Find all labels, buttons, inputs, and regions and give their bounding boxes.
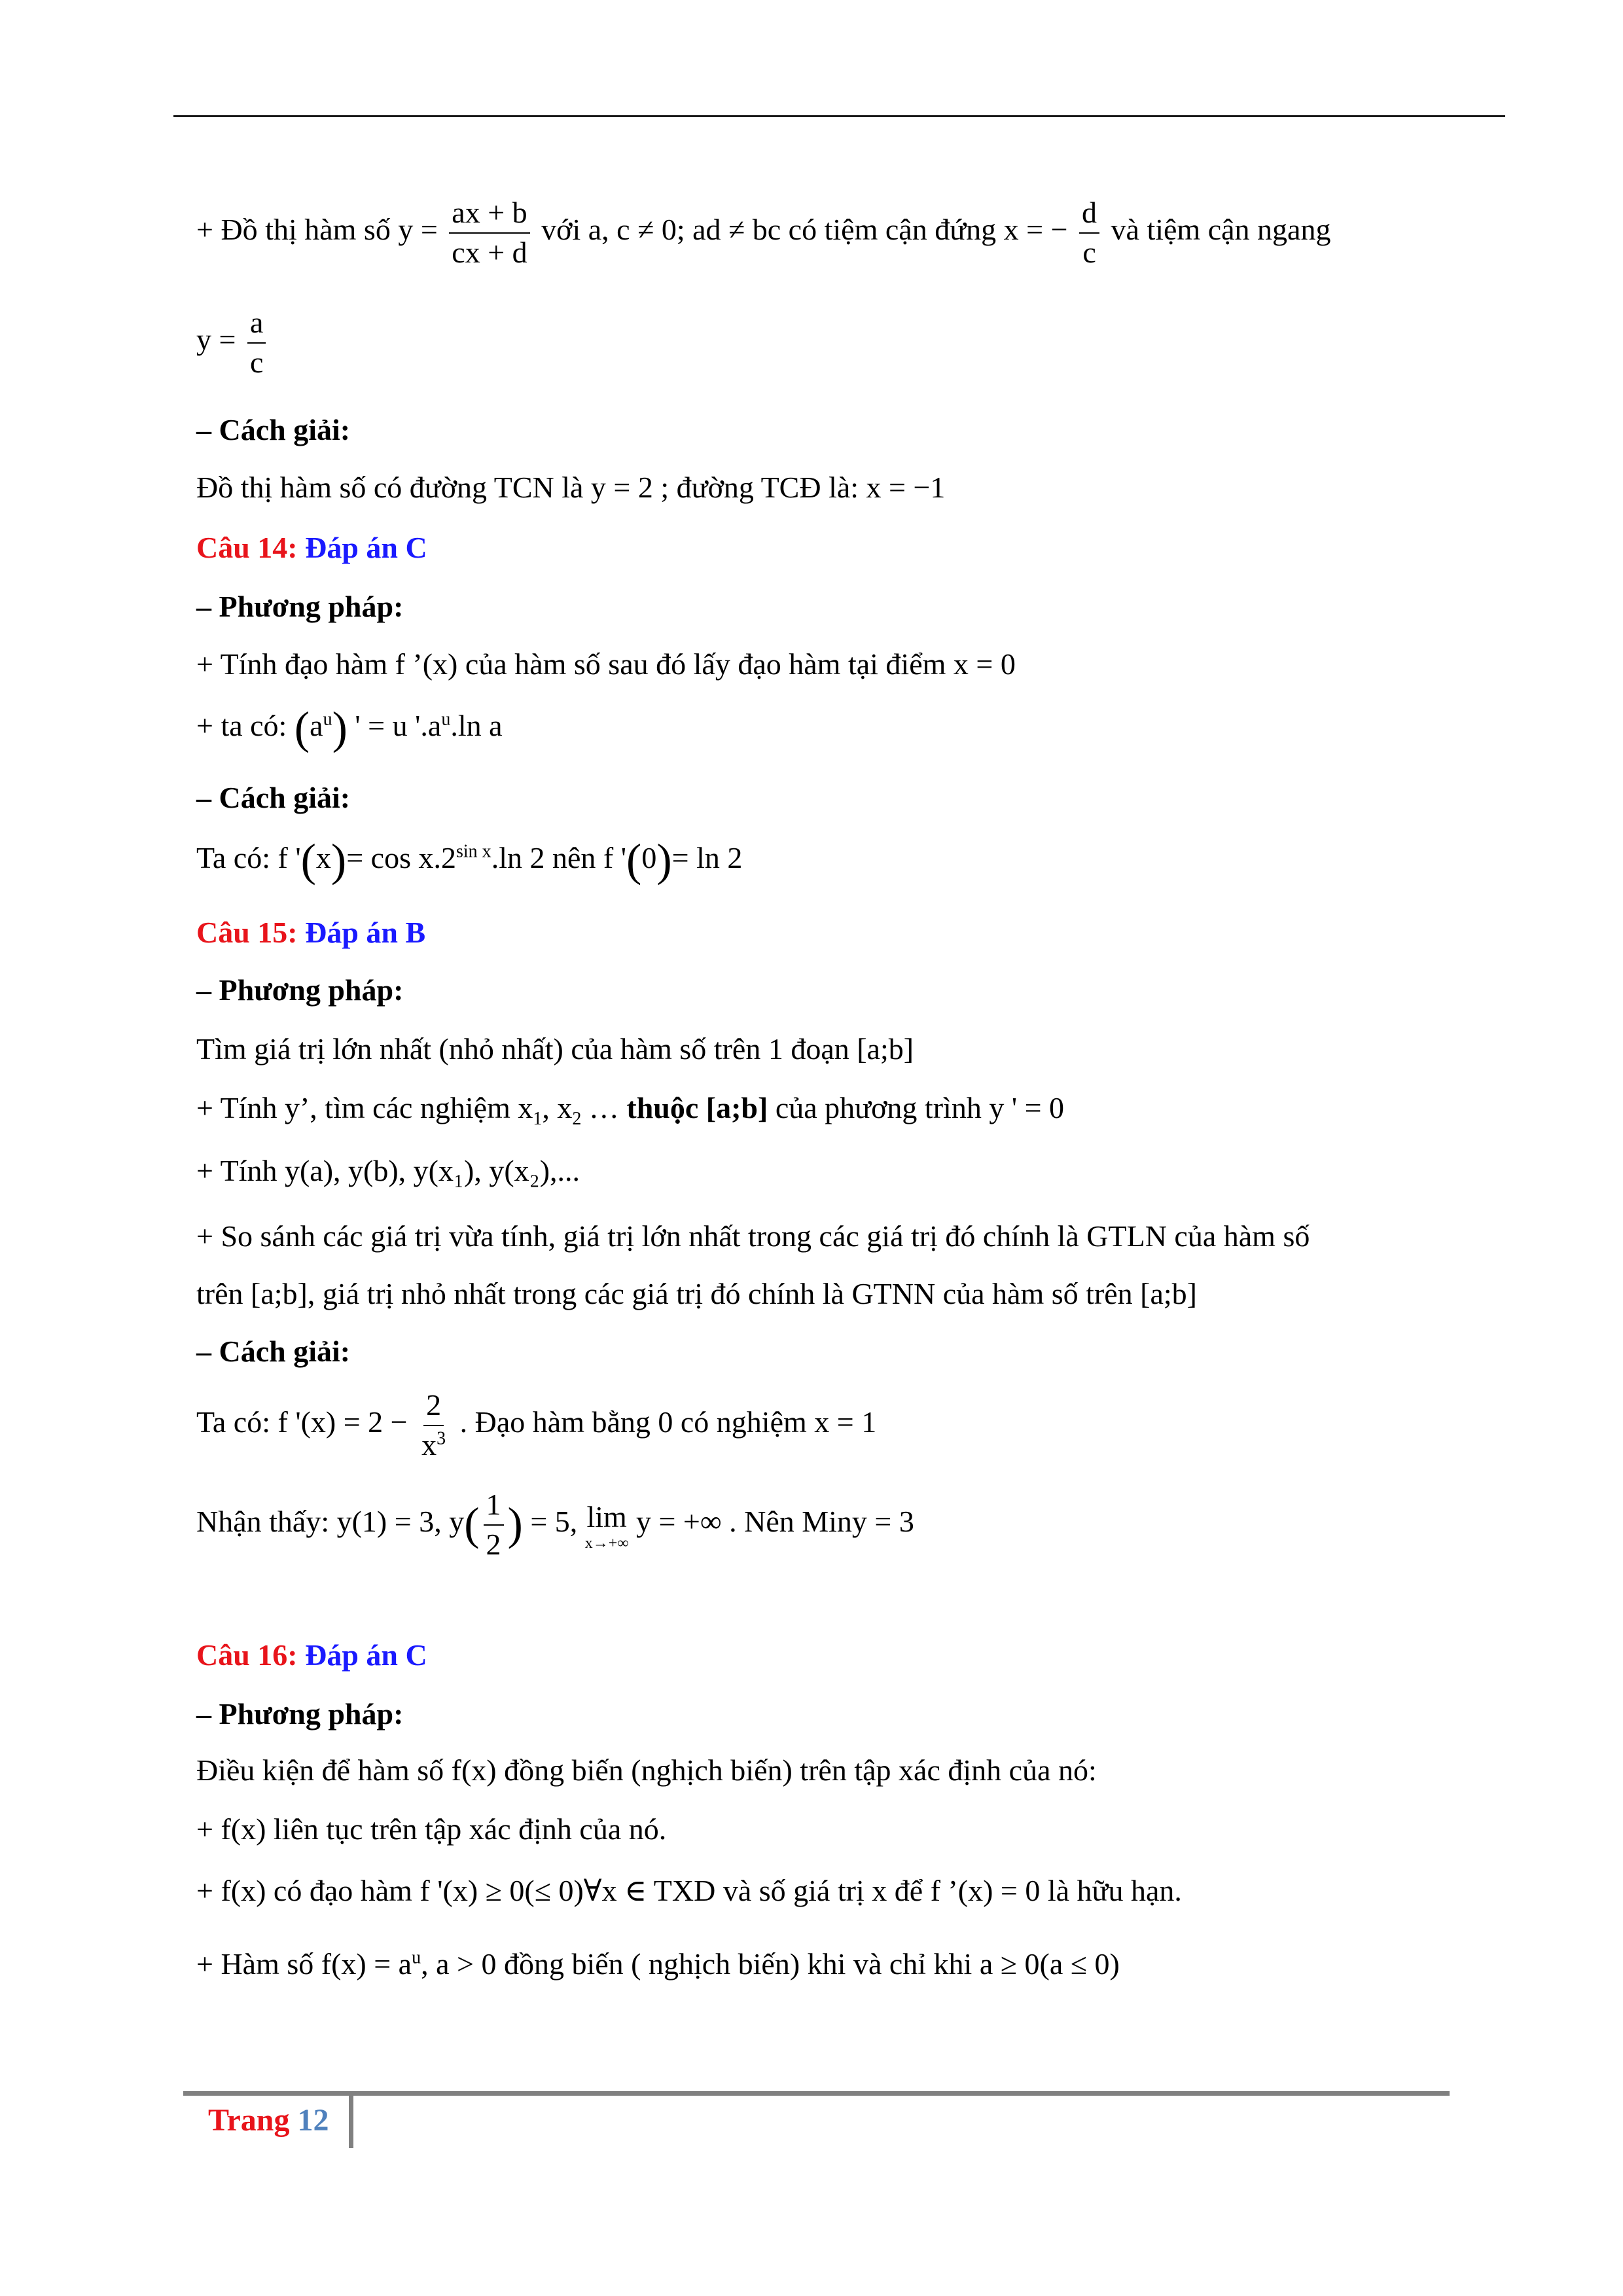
text: và số giá trị x để f ’(x) = 0 là hữu hạn. (722, 1874, 1182, 1907)
line-method-16b: + f(x) liên tục trên tập xác định của nó. (196, 1812, 667, 1846)
math-y: y = (196, 323, 236, 357)
superscript: u (441, 709, 451, 730)
heading-cach-giai: – Cách giải: (196, 1335, 351, 1368)
math-x: x = − (1003, 213, 1068, 247)
heading-phuong-phap: – Phương pháp: (196, 590, 404, 623)
line-method-15e: trên [a;b], giá trị nhỏ nhất trong các giá trị đó chính là GTNN của hàm số trên [a;b] (196, 1277, 1197, 1310)
fraction-d-c (1079, 196, 1099, 269)
line-method-14b: + ta có: $(a^u)$ ' = u '$.a^u.\ln$ a (196, 703, 503, 754)
page-number (208, 2102, 329, 2138)
fraction-denominator (419, 1426, 448, 1462)
math: .ln a (450, 709, 503, 742)
question-16-heading (196, 1636, 427, 1674)
math: a (310, 709, 323, 742)
fraction-denominator: 2 (486, 1527, 501, 1561)
fraction-numerator: d (1079, 196, 1099, 234)
math-y: y = (398, 213, 438, 247)
math: Nhận thấy: y(1) = 3, y (196, 1505, 465, 1539)
math: y = +∞ . Nên Miny = 3 (635, 1505, 914, 1539)
footer-rule (183, 2091, 1450, 2096)
text: + Đồ thị hàm số (196, 213, 391, 247)
question-label: Câu 16: (196, 1638, 298, 1672)
question-15-heading (196, 914, 425, 952)
math: = 5, (530, 1505, 578, 1539)
fraction-ax-b-cx-d (449, 196, 529, 269)
fraction-numerator: a (247, 306, 266, 344)
lim-text: lim (586, 1499, 627, 1534)
answer-label: Đáp án C (305, 1638, 427, 1672)
math: + f(x) có đạo hàm f '(x) ≥ 0(≤ 0)∀x ∈ TXD (196, 1874, 716, 1907)
fraction-numerator: 1 (484, 1488, 504, 1526)
heading-cach-giai: – Cách giải: (196, 413, 351, 446)
footer-bar (349, 2096, 353, 2148)
math: … (581, 1091, 619, 1124)
math: Ta có: f ' (196, 841, 301, 874)
superscript: sin x (456, 841, 491, 862)
math: .ln 2 nên f ' (491, 841, 626, 874)
text: , a > 0 đồng biến ( nghịch biến) khi và chỉ khi a ≥ 0(a ≤ 0) (421, 1947, 1120, 1981)
heading-phuong-phap: – Phương pháp: (196, 1697, 404, 1731)
line-solution-14: Ta có: f '$(x)= \cos x.2^{sin x}.\ln$ 2 nên f '(0)= ln 2 (196, 835, 743, 886)
line-asymptote-def (196, 196, 1330, 269)
text: + ta có: (196, 709, 287, 742)
line-method-16c (196, 1872, 1182, 1910)
page-label: Trang (208, 2103, 290, 2138)
text: . Đạo hàm bằng 0 có nghiệm x = 1 (459, 1405, 877, 1439)
heading-cach-giai: – Cách giải: (196, 781, 351, 814)
math: + Hàm số f(x) = a (196, 1947, 412, 1981)
superscript: u (412, 1947, 421, 1968)
question-label: Câu 14: (196, 531, 298, 564)
fraction-denominator: c (1082, 235, 1096, 269)
line-method-15d: + So sánh các giá trị vừa tính, giá trị lớn nhất trong các giá trị đó chính là GTLN của hàm số (196, 1219, 1310, 1253)
math: x (315, 841, 331, 874)
line-horizontal-asymptote (196, 306, 270, 379)
line-method-14a: + Tính đạo hàm f ’(x) của hàm số sau đó lấy đạo hàm tại điểm x = 0 (196, 647, 1016, 681)
header-rule (173, 115, 1505, 117)
fraction-denominator: cx + d (452, 235, 527, 269)
math: , x (542, 1091, 573, 1124)
subscript: 1 (533, 1109, 543, 1130)
fraction-numerator: 2 (423, 1389, 444, 1426)
text: với a, c ≠ 0; ad ≠ bc có tiệm cận đứng (541, 213, 997, 247)
fraction-a-c (247, 306, 266, 379)
superscript: u (323, 709, 332, 730)
math: x (421, 1427, 437, 1462)
line-solution-15a (196, 1389, 876, 1462)
text: và tiệm cận ngang (1111, 213, 1331, 247)
answer-label: Đáp án B (305, 916, 426, 949)
answer-label: Đáp án C (305, 531, 427, 564)
heading-phuong-phap: – Phương pháp: (196, 973, 404, 1007)
line-solution-15b: Nhận thấy: y(1) = 3, y( $\frac{1}{2}$ ) = 5, lim x→+∞ y = +∞ . Nên Miny = 3 (196, 1488, 914, 1561)
line-method-16d (196, 1945, 1120, 1983)
page-number-value: 12 (297, 2103, 329, 2138)
line-solution-13: Đồ thị hàm số có đường TCN là y = 2 ; đường TCĐ là: x = −1 (196, 471, 946, 504)
line-method-16a: Điều kiện để hàm số f(x) đồng biến (nghịch biến) trên tập xác định của nó: (196, 1753, 1097, 1787)
subscript: 2 (572, 1109, 582, 1130)
lim-subscript: x→+∞ (584, 1535, 629, 1552)
question-label: Câu 15: (196, 916, 298, 949)
fraction-2-x3 (419, 1389, 448, 1462)
fraction-denominator: c (249, 345, 264, 379)
math: ' = u '.a (355, 709, 442, 742)
fraction-numerator: ax + b (449, 196, 529, 234)
math: = ln 2 (671, 841, 743, 874)
bold-text: thuộc [a;b] (626, 1091, 768, 1124)
text: của phương trình y ' = 0 (775, 1091, 1065, 1124)
superscript: 3 (437, 1428, 446, 1449)
math: 0 (641, 841, 657, 874)
limit (585, 1498, 629, 1552)
fraction-1-2 (484, 1488, 504, 1561)
line-method-15c: + Tính y(a), y(b), y(x₁), y(x₂),... (196, 1154, 580, 1187)
line-method-15a: Tìm giá trị lớn nhất (nhỏ nhất) của hàm số trên 1 đoạn [a;b] (196, 1032, 914, 1066)
math: Ta có: f '(x) = 2 − (196, 1405, 408, 1439)
line-method-15b (196, 1089, 1065, 1130)
question-14-heading (196, 529, 427, 567)
text: + Tính y’, tìm các nghiệm x (196, 1091, 533, 1124)
math: = cos x.2 (346, 841, 456, 874)
